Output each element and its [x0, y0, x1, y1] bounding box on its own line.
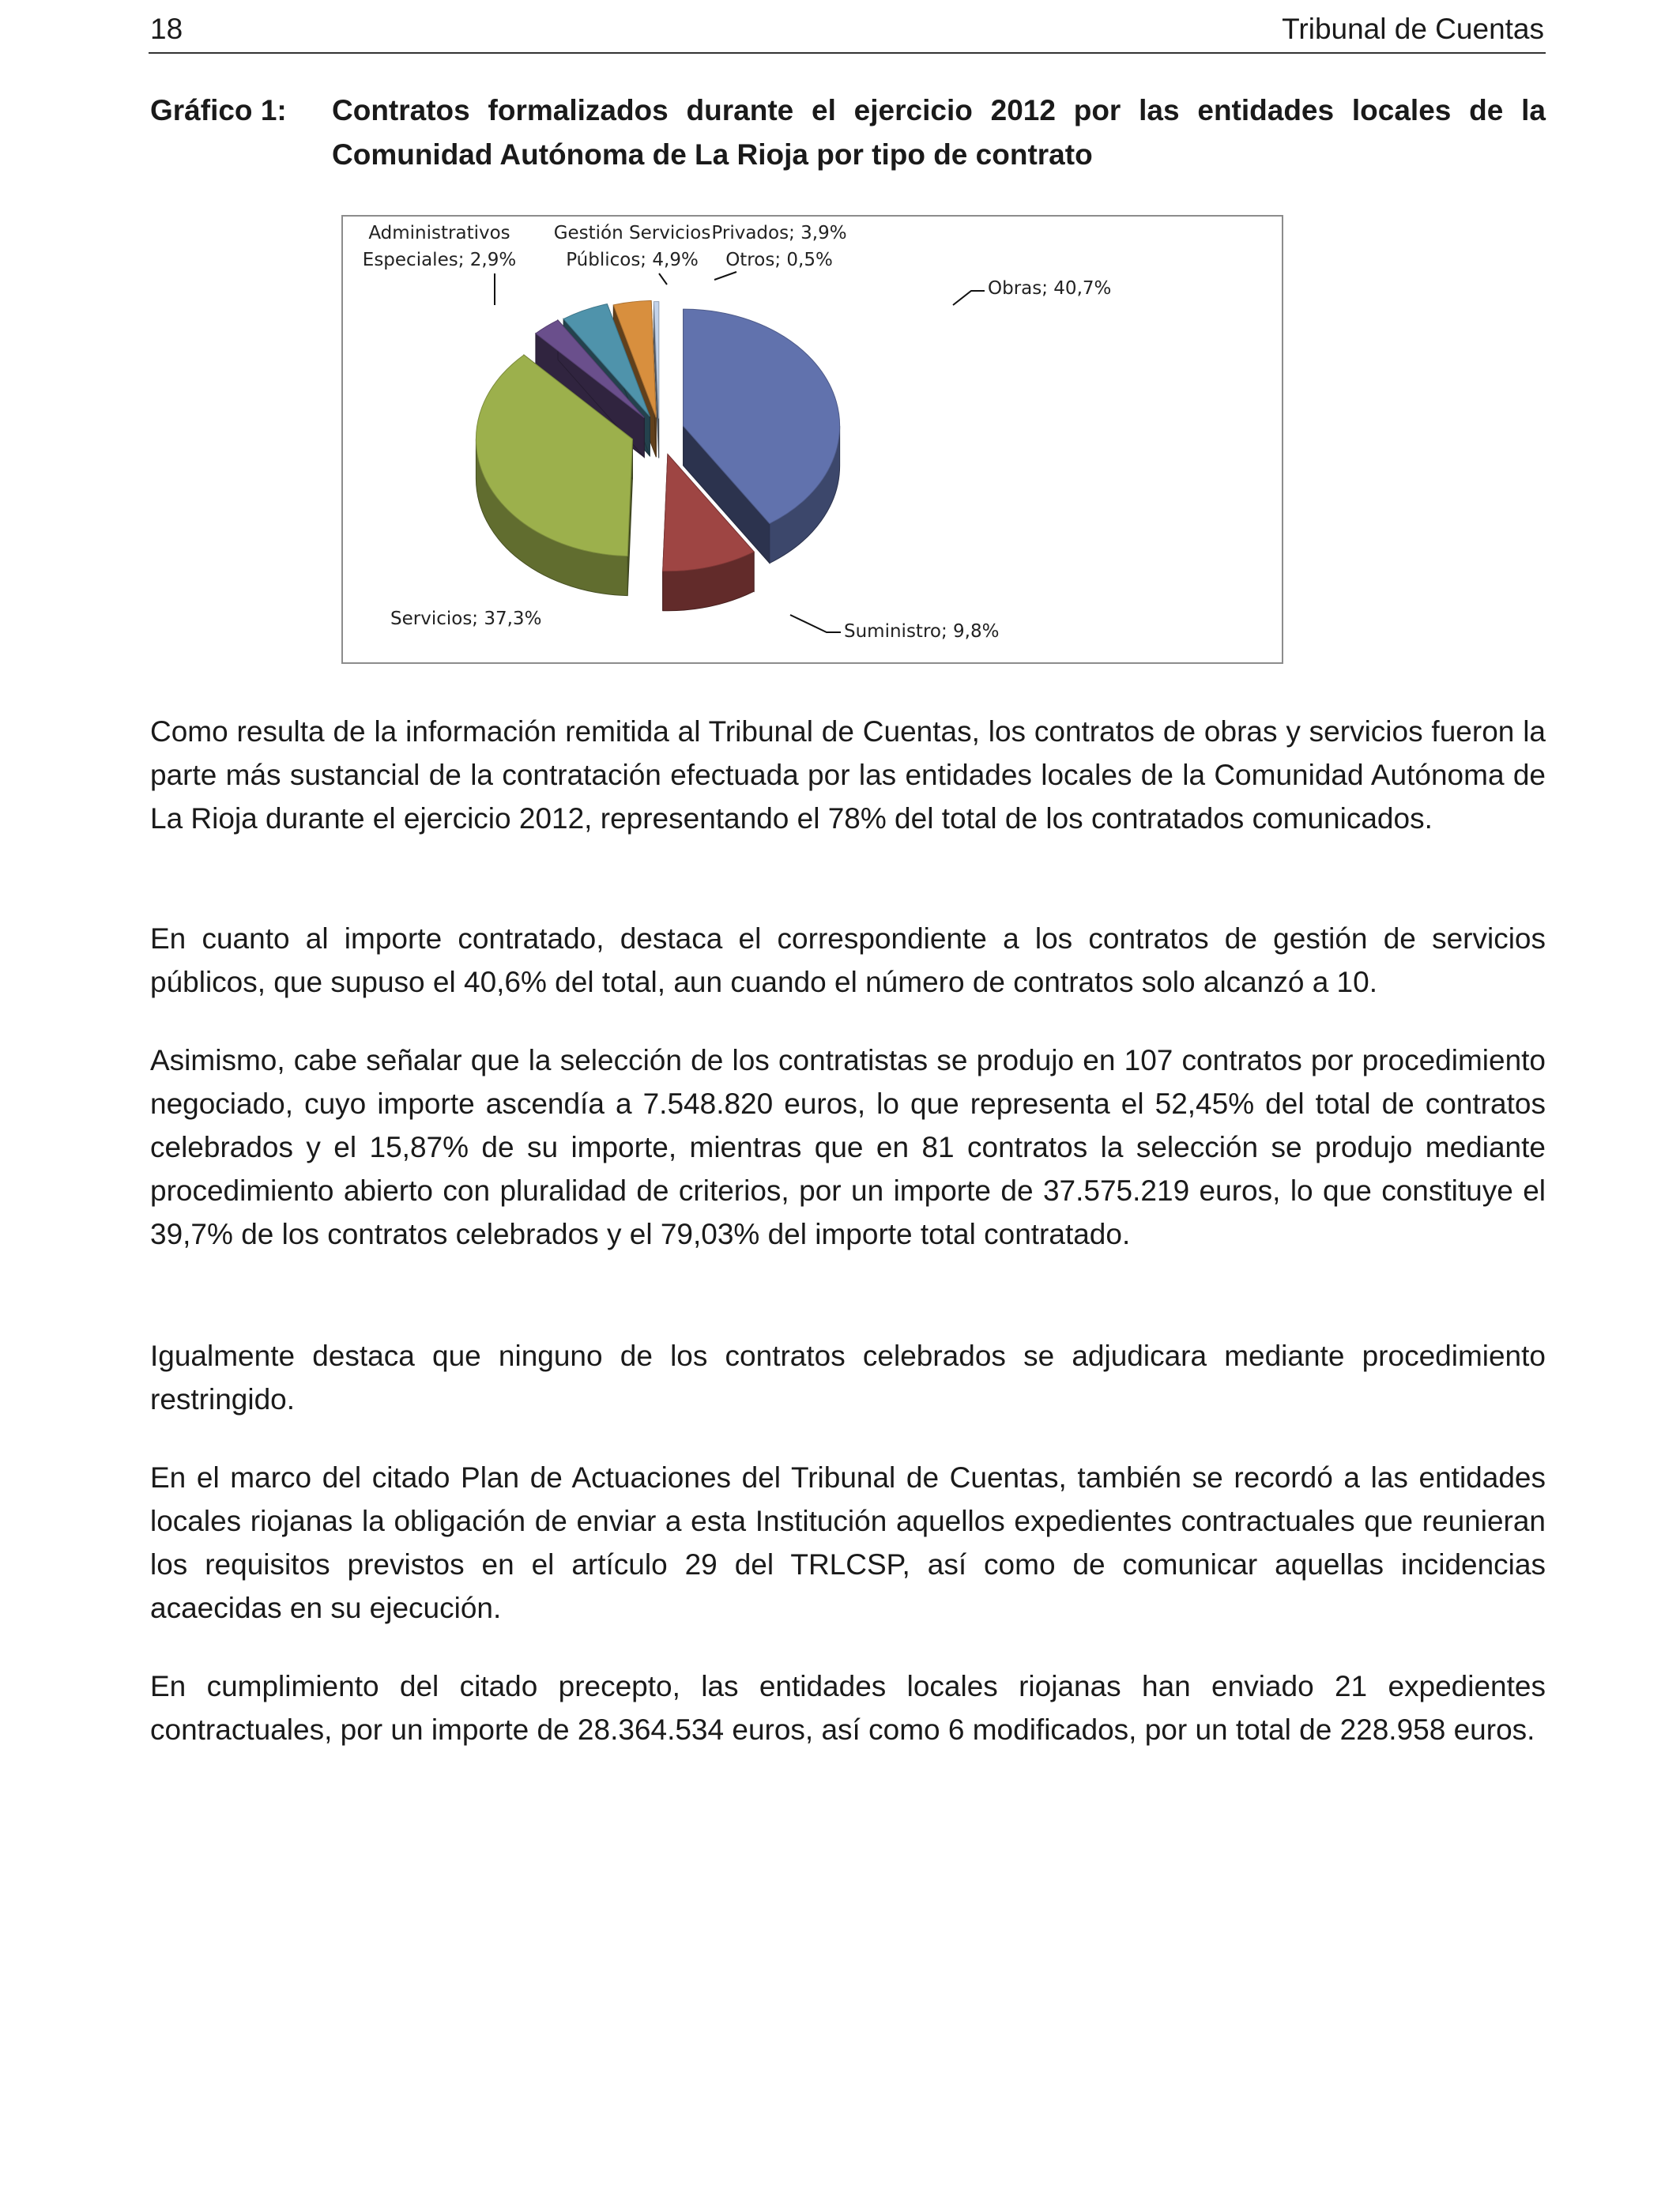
- data-label-obras: Obras; 40,7%: [988, 278, 1112, 299]
- data-label-gestion-1: Gestión Servicios: [553, 223, 711, 243]
- figure-title: Contratos formalizados durante el ejercicio 2012 por las entidades locales de la Comunidad Autónoma de La Rioja por tipo de contrato: [332, 94, 1546, 171]
- pie-chart-svg: [343, 217, 1282, 662]
- leader-line-otros: [714, 272, 736, 280]
- paragraph-1: Como resulta de la información remitida al Tribunal de Cuentas, los contratos de obras y servicios fueron la parte más sustancial de la contratación efectuada por las entidades locales de la Comunidad Autónoma de La Rioja durante el ejercicio 2012, representando el 78% del total de los contratados comunicados.: [150, 715, 1546, 835]
- figure-label: Gráfico 1:: [150, 94, 287, 126]
- data-label-admin-1: Administrativos: [368, 223, 510, 243]
- running-title: Tribunal de Cuentas: [1282, 13, 1544, 45]
- paragraph-3: Asimismo, cabe señalar que la selección de los contratistas se produjo en 107 contratos por procedimiento negociado, cuyo importe ascendía a 7.548.820 euros, lo que representa el 52,45% del total de contratos celebrados y el 15,87% de su importe, mientras que en 81 contratos la selección se produjo mediante procedimiento abierto con pluralidad de criterios, por un importe de 37.575.219 euros, lo que constituye el 39,7% de los contratos celebrados y el 79,03% del importe total contratado.: [150, 1044, 1546, 1250]
- paragraph-2: En cuanto al importe contratado, destaca el correspondiente a los contratos de gestión de servicios públicos, que supuso el 40,6% del total, aun cuando el número de contratos solo alcanzó a 10.: [150, 922, 1546, 998]
- leader-line-gestion-2: [659, 273, 667, 285]
- page-number: 18: [150, 13, 183, 45]
- data-label-servicios: Servicios; 37,3%: [390, 609, 542, 629]
- data-label-admin-2: Especiales; 2,9%: [362, 250, 517, 270]
- data-label-suministro: Suministro; 9,8%: [844, 621, 1000, 642]
- leader-line-obras: [953, 291, 985, 305]
- data-label-otros: Otros; 0,5%: [725, 250, 833, 270]
- paragraph-6: En cumplimiento del citado precepto, las entidades locales riojanas han enviado 21 expedientes contractuales, por un importe de 28.364.534 euros, así como 6 modificados, por un total de 228.958 euros.: [150, 1670, 1546, 1746]
- paragraph-4: Igualmente destaca que ninguno de los contratos celebrados se adjudicara mediante procedimiento restringido.: [150, 1340, 1546, 1416]
- data-label-privados: Privados; 3,9%: [711, 223, 847, 243]
- page-header: [149, 11, 1546, 54]
- leader-line-suministro: [790, 615, 841, 632]
- paragraph-5: En el marco del citado Plan de Actuaciones del Tribunal de Cuentas, también se recordó a las entidades locales riojanas la obligación de enviar a esta Institución aquellos expedientes contractuales que reunieran los requisitos previstos en el artículo 29 del TRLCSP, así como de comunicar aquellas incidencias acaecidas en su ejecución.: [150, 1461, 1546, 1624]
- pie-chart: [341, 215, 1283, 664]
- data-label-gestion-2: Públicos; 4,9%: [566, 250, 699, 270]
